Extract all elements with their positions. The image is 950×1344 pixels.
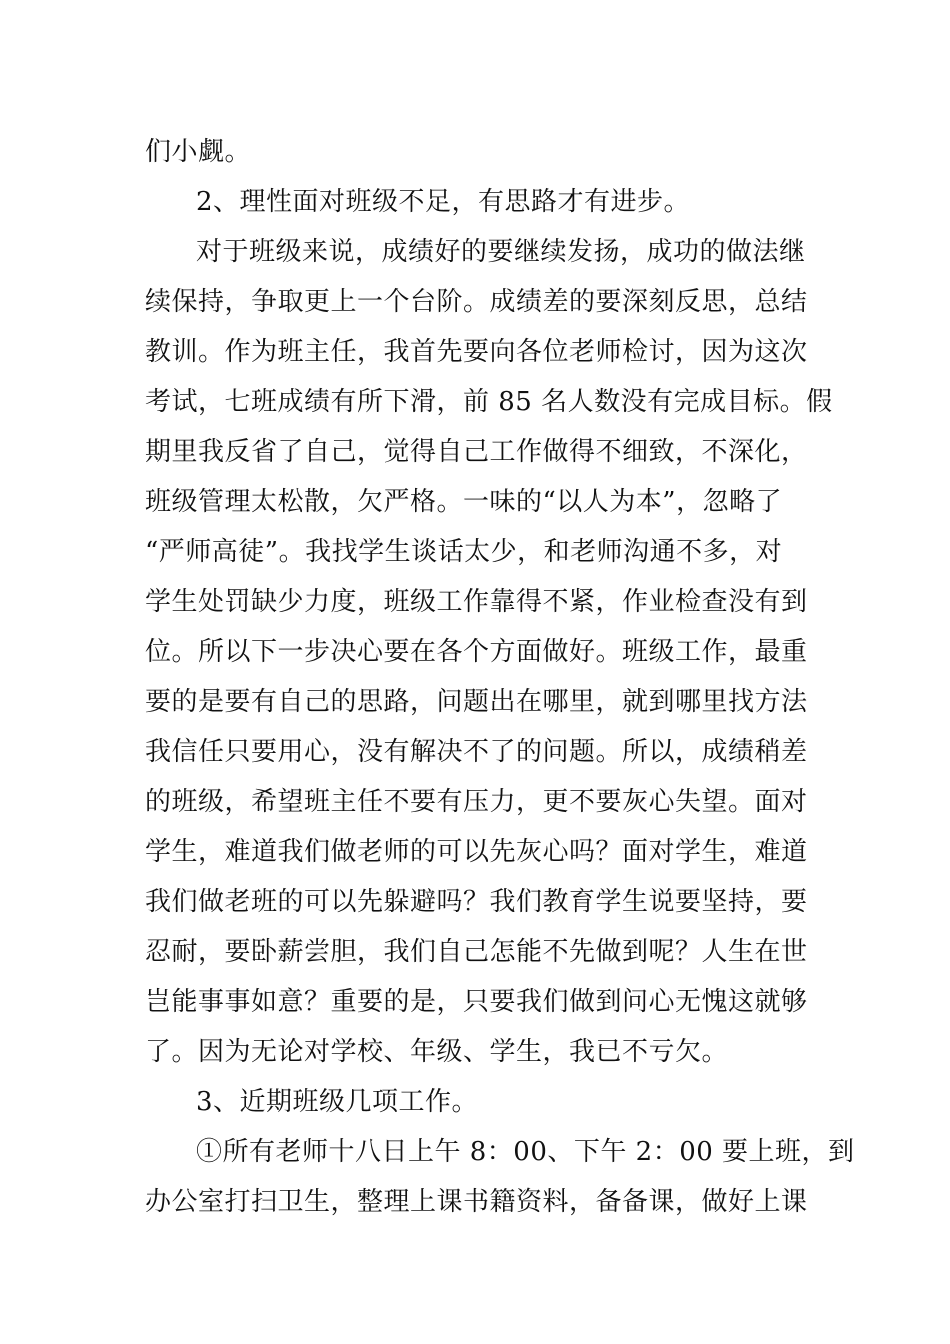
text-line: 考试，七班成绩有所下滑，前 85 名人数没有完成目标。假 [145, 387, 833, 417]
text-line: 班级管理太松散，欠严格。一味的“以人为本”，忽略了 [145, 487, 783, 517]
text-line: 我们做老班的可以先躲避吗？我们教育学生说要坚持，要 [145, 887, 808, 917]
text-line: 了。因为无论对学校、年级、学生，我已不亏欠。 [145, 1037, 729, 1067]
text-line: 们小觑。 [145, 137, 252, 167]
text-line: 我信任只要用心，没有解决不了的问题。所以，成绩稍差 [145, 737, 808, 767]
text-line: “严师高徒”。我找学生谈话太少，和老师沟通不多，对 [145, 537, 783, 567]
section-heading-3: 3、近期班级几项工作。 [196, 1087, 479, 1117]
section-heading-2: 2、理性面对班级不足，有思路才有进步。 [196, 187, 691, 217]
text-line: 的班级，希望班主任不要有压力，更不要灰心失望。面对 [145, 787, 808, 817]
list-item-1: ①所有老师十八日上午 8：00、下午 2：00 要上班，到 [196, 1137, 855, 1167]
text-line: 续保持，争取更上一个台阶。成绩差的要深刻反思，总结 [145, 287, 808, 317]
text-line: 学生，难道我们做老师的可以先灰心吗？面对学生，难道 [145, 837, 808, 867]
text-line: 期里我反省了自己，觉得自己工作做得不细致，不深化， [145, 437, 808, 467]
text-line: 学生处罚缺少力度，班级工作靠得不紧，作业检查没有到 [145, 587, 808, 617]
text-line: 岂能事事如意？重要的是，只要我们做到问心无愧这就够 [145, 987, 808, 1017]
text-line: 要的是要有自己的思路，问题出在哪里，就到哪里找方法 [145, 687, 808, 717]
text-line: 位。所以下一步决心要在各个方面做好。班级工作，最重 [145, 637, 808, 667]
text-line: 教训。作为班主任，我首先要向各位老师检讨，因为这次 [145, 337, 808, 367]
paragraph-start: 对于班级来说，成绩好的要继续发扬，成功的做法继 [196, 237, 806, 267]
text-line: 办公室打扫卫生，整理上课书籍资料，备备课，做好上课 [145, 1187, 808, 1217]
text-line: 忍耐，要卧薪尝胆，我们自己怎能不先做到呢？人生在世 [145, 937, 808, 967]
